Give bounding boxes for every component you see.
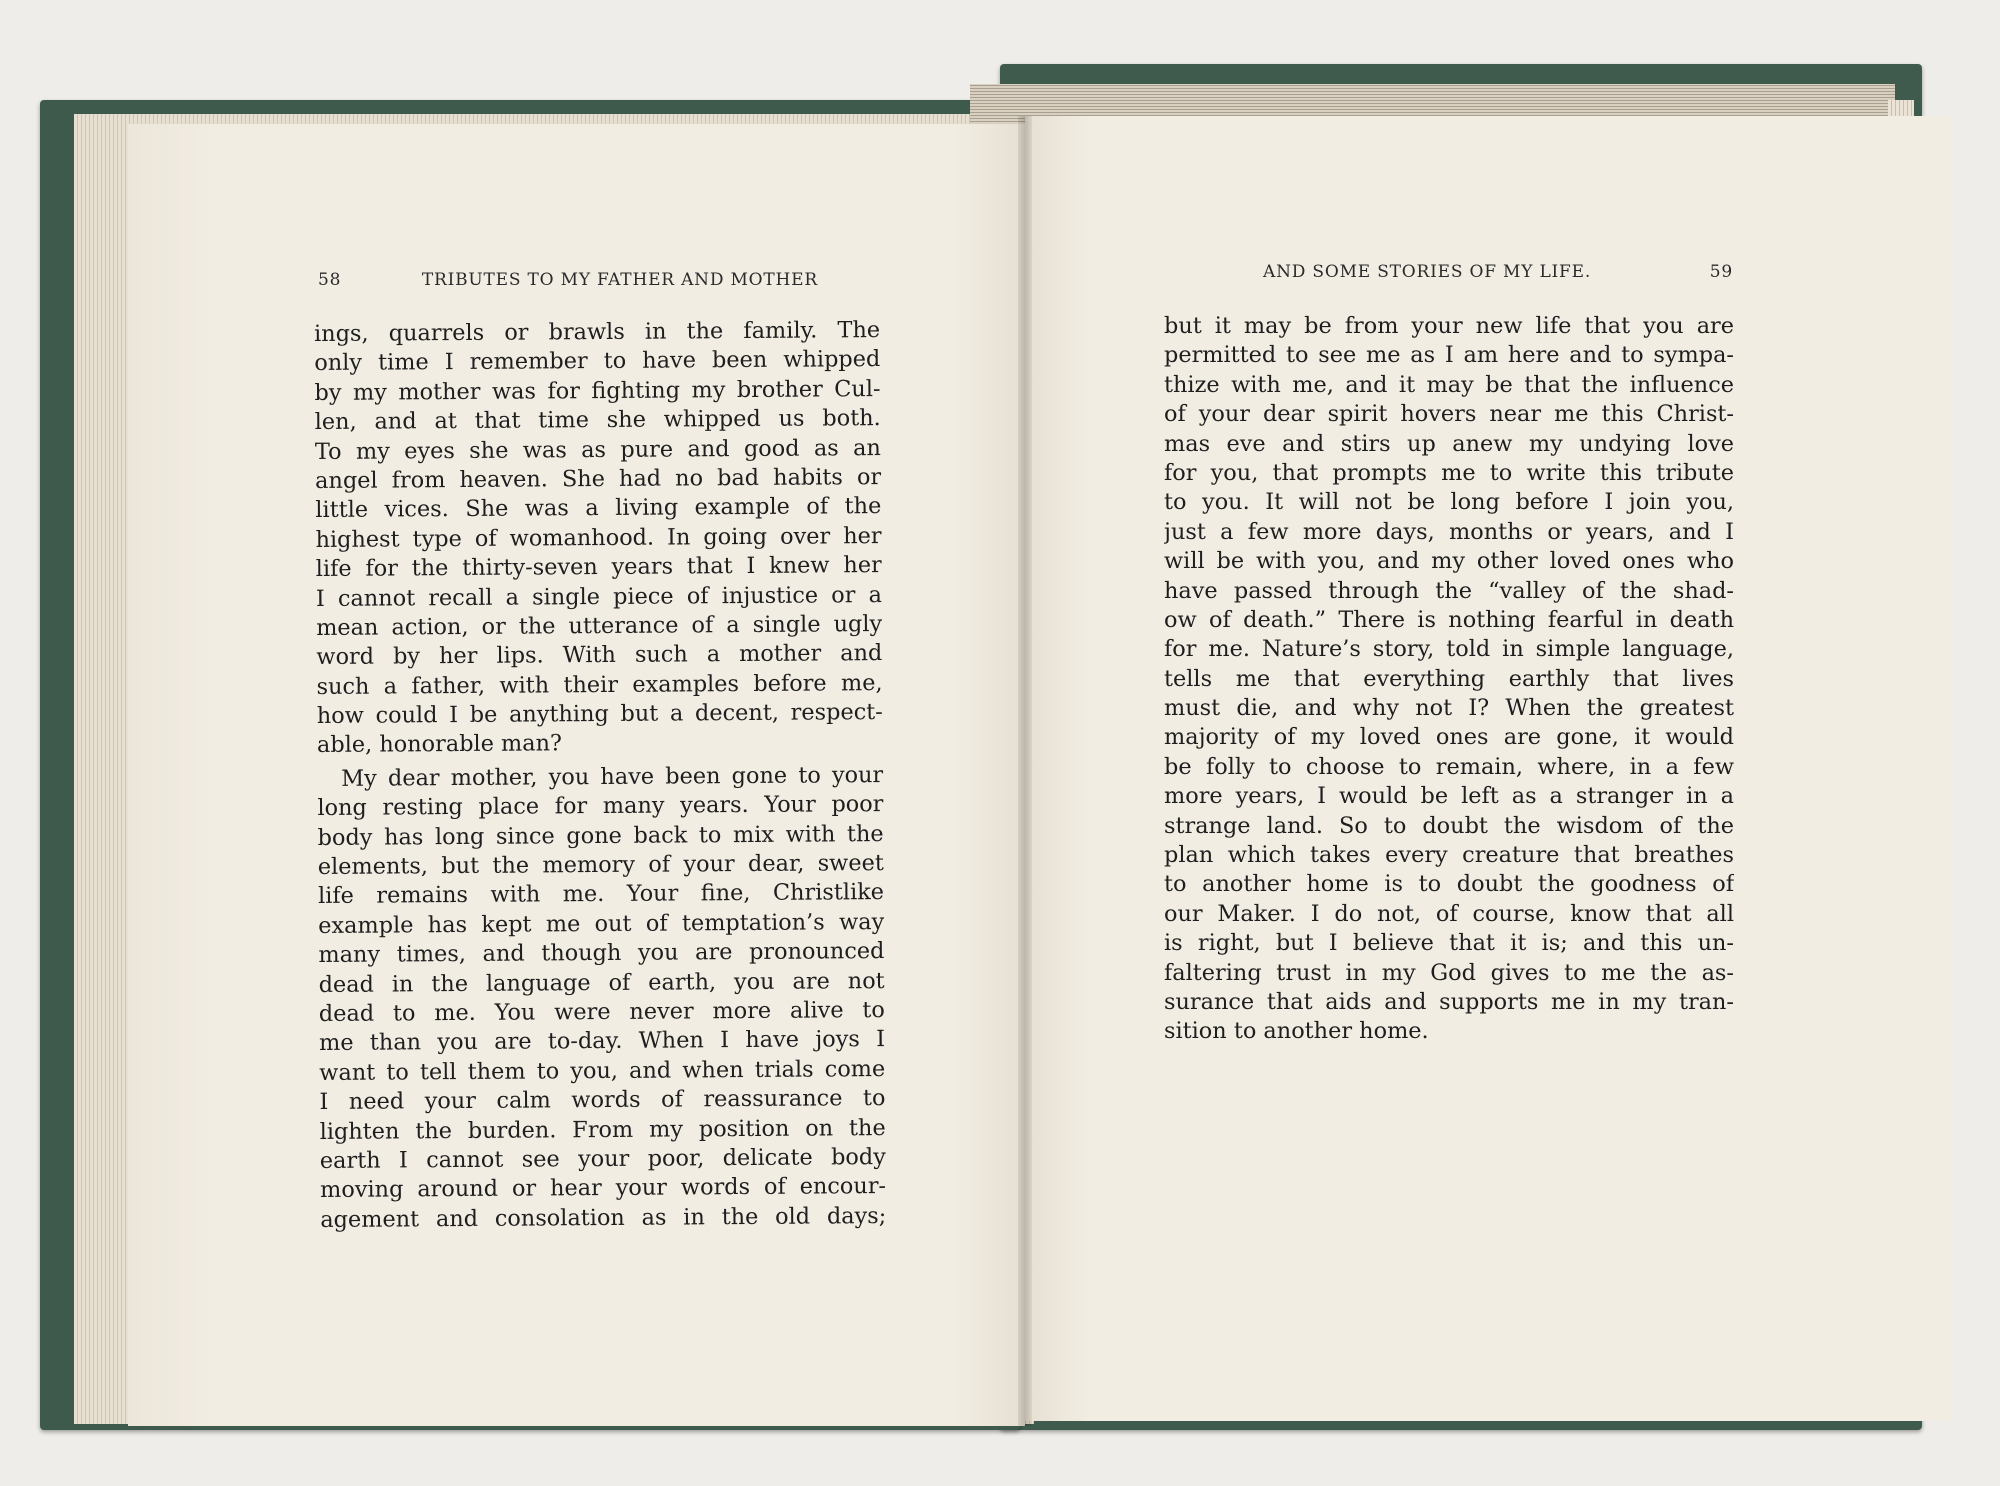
text-line: to another home is to doubt the goodness of <box>1164 871 1734 898</box>
text-line: majority of my loved ones are gone, it would <box>1164 724 1734 751</box>
text-line: our Maker. I do not, of course, know that all <box>1164 900 1734 927</box>
text-line: body has long since gone back to mix with the <box>317 820 884 851</box>
text-line: elements, but the memory of your dear, sweet <box>317 850 884 881</box>
text-line: of your dear spirit hovers near me this Christ- <box>1164 401 1734 428</box>
text-line: have passed through the “valley of the shad- <box>1164 577 1734 604</box>
text-line: is right, but I believe that it is; and this un- <box>1164 930 1734 957</box>
right-running-head <box>1263 262 1733 282</box>
text-line: permitted to see me as I am here and to sympa- <box>1164 342 1734 369</box>
text-line: little vices. She was a living example of the <box>315 493 882 524</box>
right-running-title: AND SOME STORIES OF MY LIFE. <box>1263 262 1592 282</box>
text-line: angel from heaven. She had no bad habits or <box>315 463 882 494</box>
left-page-number: 58 <box>318 270 342 290</box>
text-line: me than you are to-day. When I have joys I <box>318 1026 886 1057</box>
text-line: just a few more days, months or years, and I <box>1164 518 1734 545</box>
text-line: My dear mother, you have been gone to your <box>341 761 884 792</box>
text-line: want to tell them to you, and when trials come <box>319 1055 886 1086</box>
text-line: more years, I would be left as a stranger in a <box>1164 783 1734 810</box>
text-line: how could I be anything but a decent, respect- <box>316 699 883 730</box>
book-gutter <box>1018 116 1032 1426</box>
text-line: ings, quarrels or brawls in the family. The <box>314 317 881 347</box>
text-line: dead to me. You were never more alive to <box>318 997 885 1027</box>
text-line: To my eyes she was as pure and good as an <box>314 434 881 465</box>
left-page-body <box>314 316 886 1235</box>
text-line: I need your calm words of reassurance to <box>319 1085 886 1116</box>
text-line: strange land. So to doubt the wisdom of the <box>1164 812 1734 839</box>
text-line: highest type of womanhood. In going over her <box>315 522 882 553</box>
right-page <box>1025 116 1952 1421</box>
text-line: word by her lips. With such a mother and <box>316 640 883 671</box>
text-line: but it may be from your new life that you are <box>1164 313 1734 339</box>
text-line: earth I cannot see your poor, delicate body <box>319 1143 886 1174</box>
text-line: sition to another home. <box>1164 1018 1429 1045</box>
left-running-title: TRIBUTES TO MY FATHER AND MOTHER <box>421 270 818 290</box>
text-line: mas eve and stirs up anew my undying love <box>1164 430 1734 457</box>
text-line: I cannot recall a single piece of injustice or a <box>315 581 883 612</box>
text-line: moving around or hear your words of encour- <box>319 1173 887 1204</box>
text-line: will be with you, and my other loved ones who <box>1164 548 1734 575</box>
text-line: such a father, with their examples before me, <box>316 669 883 700</box>
right-page-body <box>1164 312 1734 1047</box>
text-line: dead in the language of earth, you are not <box>318 967 885 998</box>
text-line: faltering trust in my God gives to me the as- <box>1164 959 1734 986</box>
text-line: surance that aids and supports me in my tran- <box>1164 988 1734 1015</box>
text-line: example has kept me out of temptation’s way <box>318 908 885 939</box>
text-line: thize with me, and it may be that the influence <box>1164 371 1734 398</box>
text-line: able, honorable man? <box>316 730 563 759</box>
text-line: to you. It will not be long before I join you, <box>1164 489 1734 516</box>
text-line: by my mother was for fighting my brother Cul- <box>314 375 881 406</box>
text-line: plan which takes every creature that breathes <box>1164 842 1734 869</box>
text-line: life remains with me. Your fine, Christlike <box>317 879 885 910</box>
text-line: many times, and though you are pronounced <box>318 938 885 969</box>
text-line: for me. Nature’s story, told in simple language, <box>1164 636 1734 663</box>
text-line: agement and consolation as in the old days; <box>320 1202 887 1233</box>
text-line: for you, that prompts me to write this tribute <box>1164 459 1734 486</box>
text-line: tells me that everything earthly that lives <box>1164 665 1734 692</box>
left-page <box>128 124 1025 1426</box>
text-line: lighten the burden. From my position on the <box>319 1114 886 1145</box>
left-running-head <box>318 270 818 290</box>
text-line: mean action, or the utterance of a single ugly <box>316 610 883 641</box>
text-line: be folly to choose to remain, where, in a few <box>1164 753 1734 780</box>
right-page-number: 59 <box>1709 262 1733 282</box>
text-line: long resting place for many years. Your poor <box>317 791 884 822</box>
text-line: ow of death.” There is nothing fearful in death <box>1164 606 1734 633</box>
text-line: only time I remember to have been whipped <box>314 346 881 377</box>
text-line: must die, and why not I? When the greatest <box>1164 695 1734 722</box>
text-line: len, and at that time she whipped us both. <box>314 405 881 436</box>
text-line: life for the thirty-seven years that I knew her <box>315 552 882 583</box>
